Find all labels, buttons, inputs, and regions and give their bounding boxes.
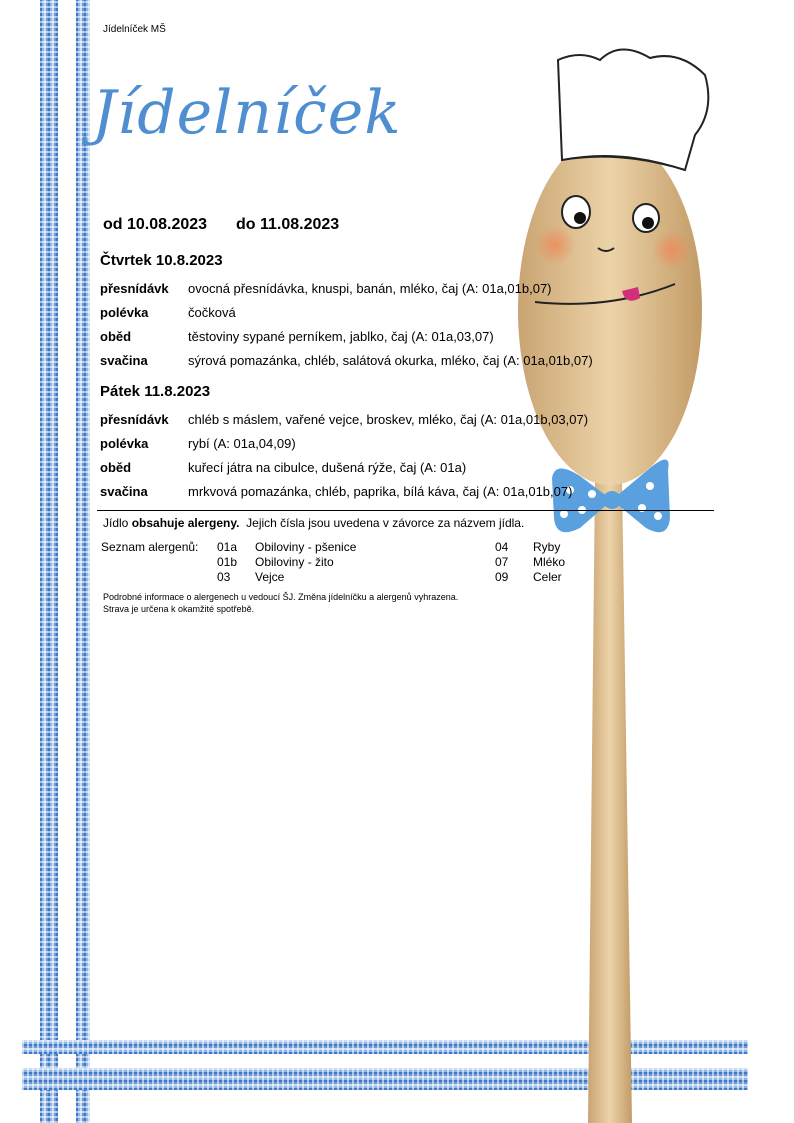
meal-text: těstoviny sypané perníkem, jablko, čaj (A: 01a,03,07)	[188, 329, 494, 344]
meal-text: čočková	[188, 305, 236, 320]
allergen-code: 04	[495, 540, 509, 554]
meal-label: oběd	[100, 460, 132, 475]
date-range	[103, 216, 339, 234]
allergen-name: Vejce	[255, 570, 285, 584]
meal-text: ovocná přesnídávka, knuspi, banán, mléko, čaj (A: 01a,01b,07)	[188, 281, 552, 296]
allergen-name: Celer	[533, 570, 562, 584]
allergen-code: 01b	[217, 555, 238, 569]
date-from: 10.08.2023	[127, 216, 208, 233]
meal-label: oběd	[100, 329, 132, 344]
day-title: Pátek 11.8.2023	[100, 383, 211, 400]
day-title: Čtvrtek 10.8.2023	[100, 252, 223, 269]
allergen-name: Mléko	[533, 555, 566, 569]
allergen-name: Ryby	[533, 540, 561, 554]
meal-text: mrkvová pomazánka, chléb, paprika, bílá káva, čaj (A: 01a,01b,07)	[188, 484, 573, 499]
meal-label: přesnídávk	[100, 412, 169, 427]
allergen-name: Obiloviny - pšenice	[255, 540, 357, 554]
allergen-note-rest: Jejich čísla jsou uvedena v závorce za názvem jídla.	[239, 516, 525, 530]
footer-note: Podrobné informace o alergenech u vedoucí ŠJ. Změna jídelníčku a alergenů vyhrazena.	[103, 592, 459, 602]
allergen-note	[103, 516, 524, 530]
allergen-code: 03	[217, 570, 231, 584]
date-to: 11.08.2023	[259, 216, 340, 233]
allergen-list-label: Seznam alergenů:	[101, 540, 199, 554]
meal-text: kuřecí játra na cibulce, dušená rýže, čaj (A: 01a)	[188, 460, 467, 475]
meal-text: rybí (A: 01a,04,09)	[188, 436, 296, 451]
allergen-code: 01a	[217, 540, 238, 554]
meal-label: svačina	[100, 484, 148, 499]
allergen-note-bold: obsahuje alergeny.	[131, 516, 240, 530]
allergen-code: 07	[495, 555, 509, 569]
date-to-label: do	[235, 216, 256, 233]
meal-label: polévka	[100, 305, 149, 320]
meal-label: polévka	[100, 436, 149, 451]
meal-text: chléb s máslem, vařené vejce, broskev, mléko, čaj (A: 01a,01b,03,07)	[188, 412, 589, 427]
ribbon-vertical-left	[40, 0, 58, 1123]
allergen-code: 09	[495, 570, 509, 584]
ribbon-vertical-right	[76, 0, 90, 1123]
allergen-name: Obiloviny - žito	[255, 555, 334, 569]
allergen-note-prefix: Jídlo	[103, 516, 132, 530]
meal-label: přesnídávk	[100, 281, 169, 296]
footer-note: Strava je určena k okamžité spotřebě.	[103, 604, 255, 614]
meal-text: sýrová pomazánka, chléb, salátová okurka, mléko, čaj (A: 01a,01b,07)	[188, 353, 593, 368]
date-from-label: od	[103, 216, 123, 233]
meal-label: svačina	[100, 353, 148, 368]
document-header: Jídelníček MŠ	[103, 24, 166, 35]
divider	[97, 510, 714, 511]
page-title: Jídelníček	[92, 78, 402, 148]
